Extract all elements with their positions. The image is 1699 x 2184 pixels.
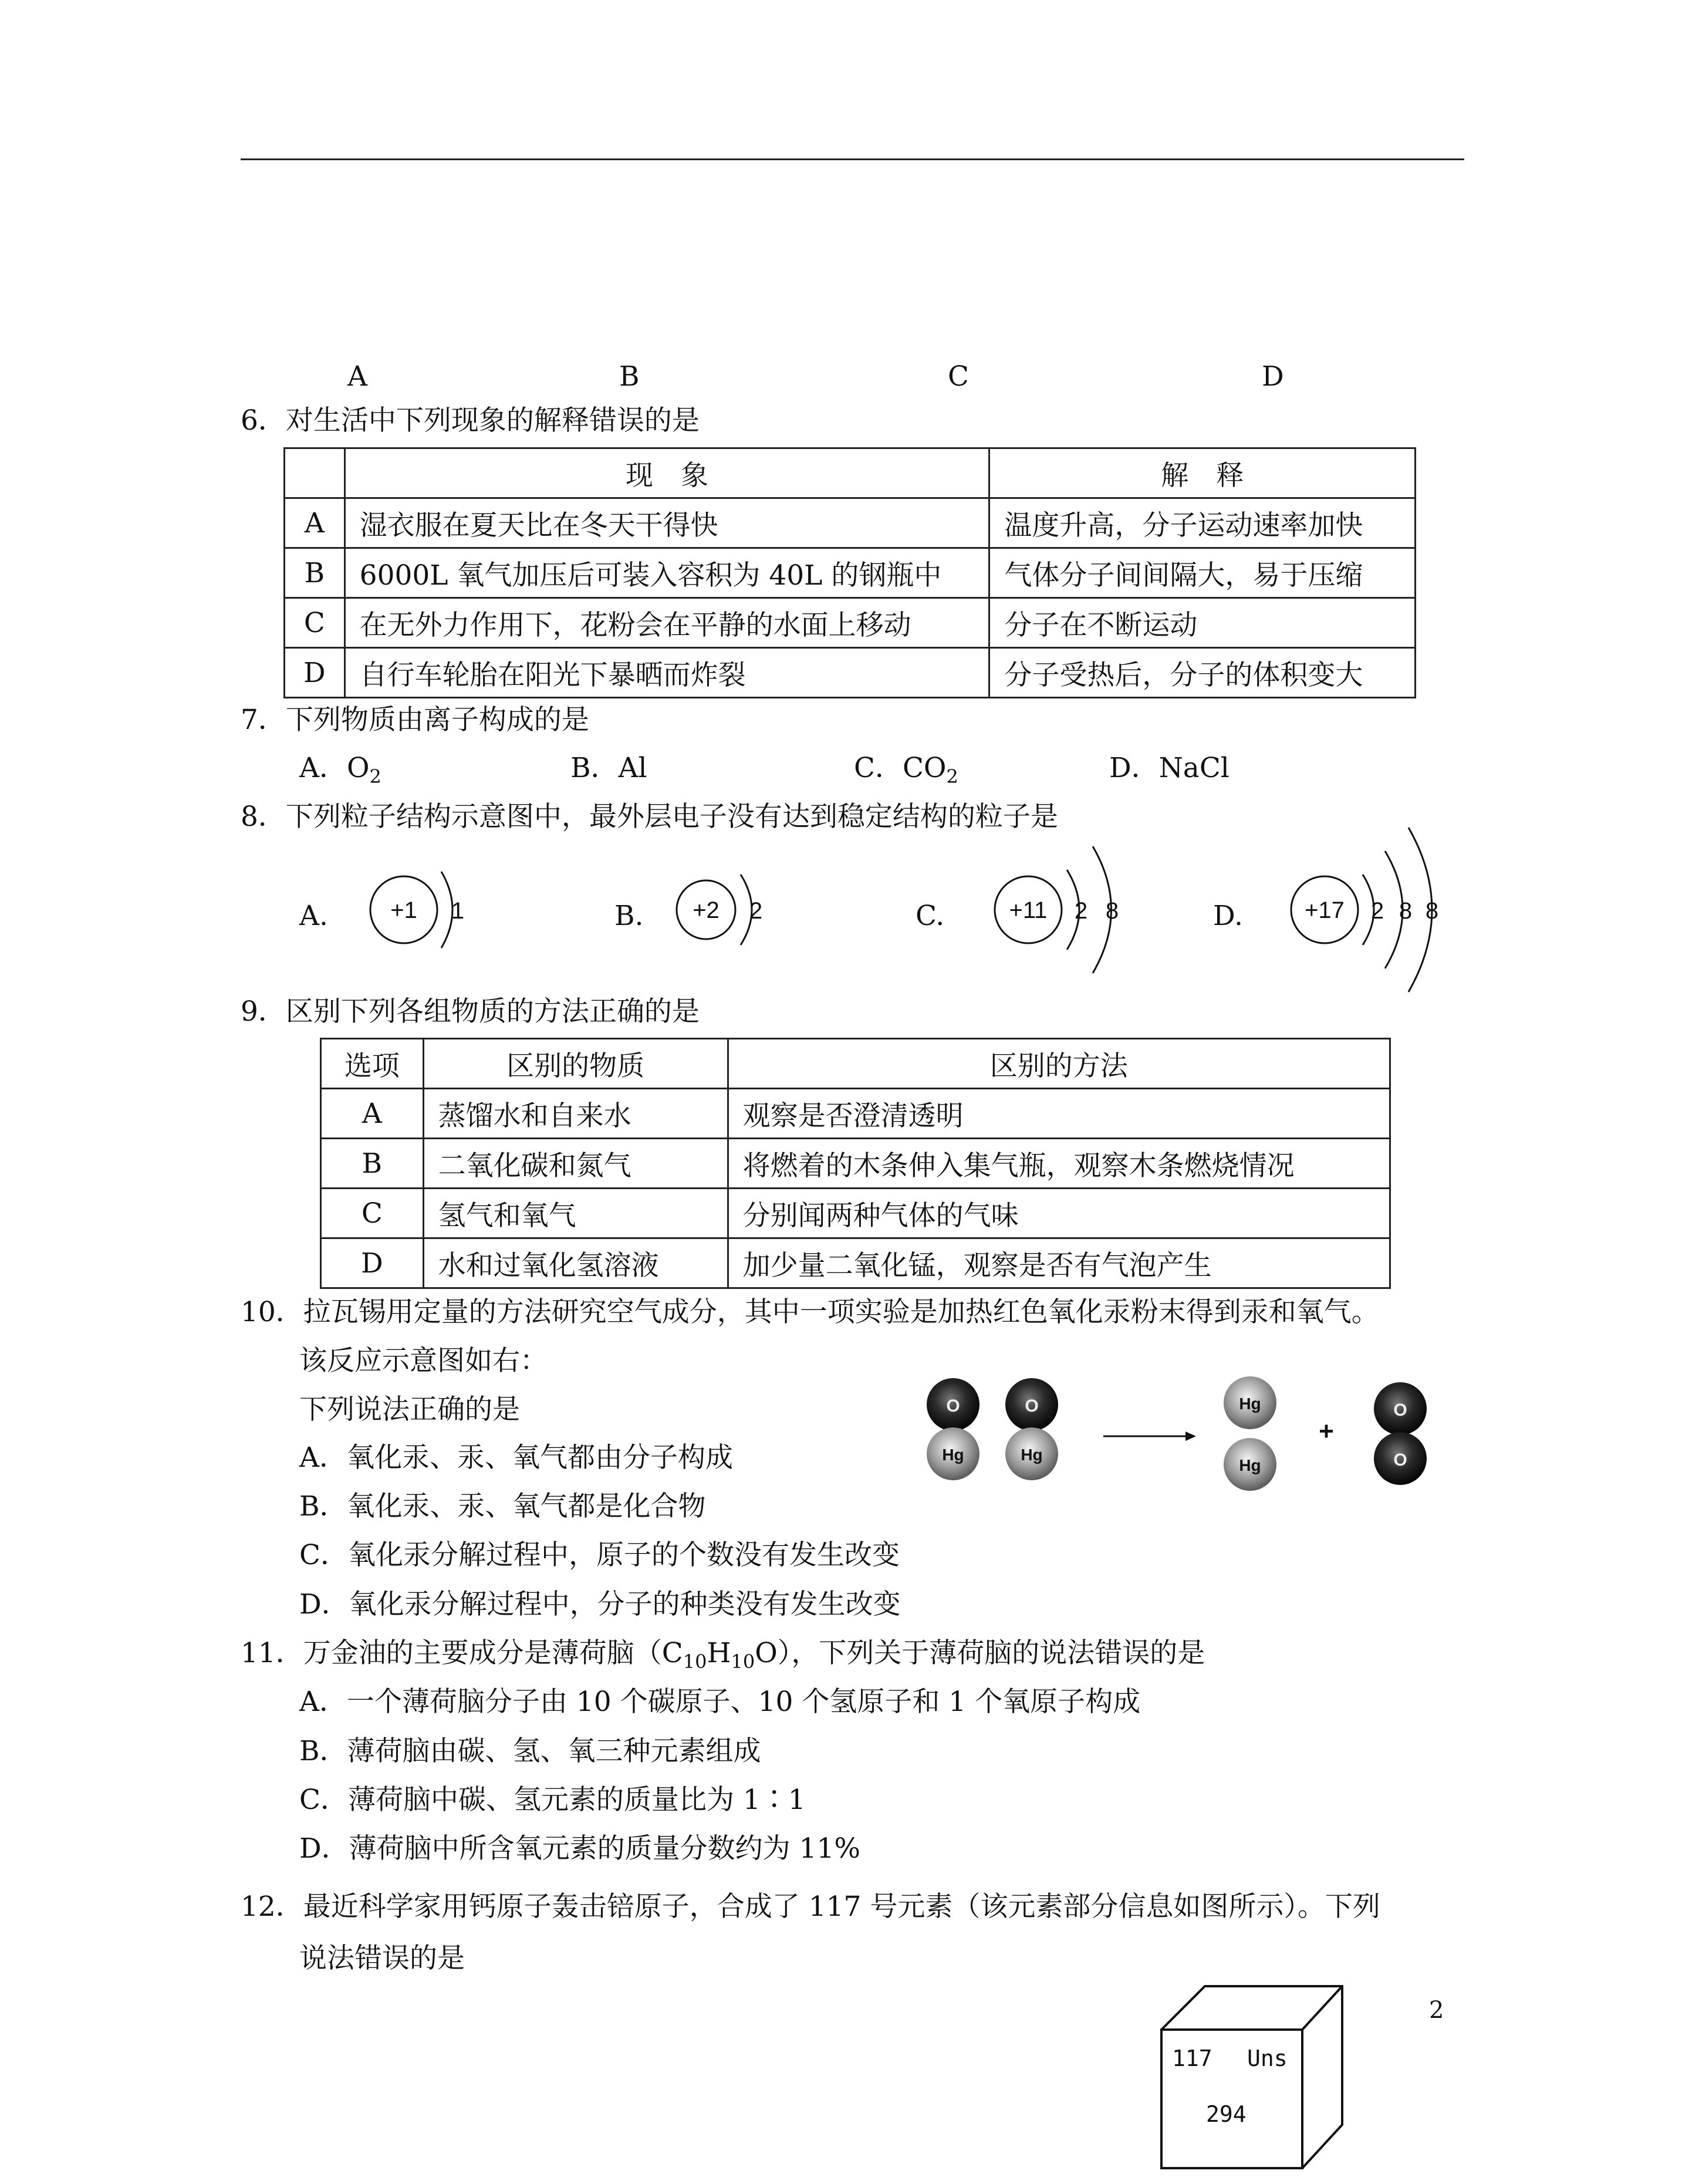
q9-method: 分别闻两种气体的气味 [728,1189,1390,1238]
q6-explanation: 气体分子间间隔大，易于压缩 [989,548,1416,598]
q6-option-label: B [285,548,345,598]
mercury-atom-label: Hg [1239,1456,1261,1474]
prev-figure-label-b: B [619,360,640,393]
page-number: 2 [1429,1997,1444,2024]
q7-option-d: D．NaCl [1109,752,1230,784]
q9-method: 观察是否澄清透明 [728,1089,1390,1139]
atom-a-shell-1: 1 [451,898,465,924]
q10-stem-line3: 下列说法正确的是 [299,1393,520,1426]
table-row [285,648,1416,698]
q8-atom-diagrams [0,810,1699,998]
table-row [321,1139,1390,1189]
header-rule [241,158,1464,160]
mercury-atom-label: Hg [1239,1395,1261,1413]
q6-phenomenon: 自行车轮胎在阳光下暴晒而炸裂 [344,648,989,698]
q6-option-label: A [285,498,345,548]
q9-stem: 9．区别下列各组物质的方法正确的是 [241,995,700,1028]
q7-option-c: C．$CO_2$ [854,752,958,788]
atom-a-nucleus: +1 [390,897,417,923]
q8-option-c-label: C. [916,900,945,932]
q9-substances: 水和过氧化氢溶液 [423,1238,728,1288]
mercury-oxide-molecule-2 [1005,1378,1058,1480]
q6-header-row [285,448,1416,498]
prev-figure-label-a: A [347,360,367,393]
table-row [285,598,1416,648]
q10-reaction-diagram [910,1365,1461,1500]
table-row [321,1089,1390,1139]
q8-stem: 8．下列粒子结构示意图中，最外层电子没有达到稳定结构的粒子是 [241,801,1058,833]
q9-option-label: B [321,1139,424,1189]
atom-structure-b [677,875,762,945]
q6-phenomenon: 湿衣服在夏天比在冬天干得快 [344,498,989,548]
reaction-arrow-icon [1103,1432,1196,1441]
q6-header-phenomenon: 现 象 [344,448,989,498]
atom-d-nucleus: +17 [1305,897,1345,923]
q11-option-d: D．薄荷脑中所含氧元素的质量分数约为 11% [299,1832,861,1865]
element-info-cube [1159,1984,1347,2172]
q8-option-d-label: D. [1213,900,1243,932]
q9-option-label: C [321,1189,424,1238]
q9-option-label: A [321,1089,424,1139]
q11-option-b: B．薄荷脑由碳、氢、氧三种元素组成 [299,1735,761,1767]
oxygen-atom-label: O [1025,1396,1039,1416]
atom-structure-a [370,872,464,948]
mercury-atoms [1224,1376,1276,1491]
q12-stem-line1: 12．最近科学家用钙原子轰击锫原子，合成了 117 号元素（该元素部分信息如图所示）。下列 [241,1891,1380,1923]
atom-d-shell-2: 8 [1399,898,1413,924]
q9-substances: 氢气和氧气 [423,1189,728,1238]
q10-option-a: A．氧化汞、汞、氧气都由分子构成 [299,1442,733,1474]
q6-phenomenon: 在无外力作用下，花粉会在平静的水面上移动 [344,598,989,648]
q11-option-c: C．薄荷脑中碳、氢元素的质量比为 1∶1 [299,1784,806,1816]
table-row [321,1189,1390,1238]
element-atomic-number: 117 [1172,2045,1212,2071]
atom-d-shell-3: 8 [1425,898,1439,924]
mercury-atom-label: Hg [1021,1446,1043,1464]
atom-c-nucleus: +11 [1009,897,1048,923]
oxygen-atom-label: O [1393,1400,1407,1420]
q9-table [320,1038,1391,1289]
q7-stem: 7．下列物质由离子构成的是 [241,704,589,736]
q11-stem: 11．万金油的主要成分是薄荷脑$(C_{10}H_{10}O)$，下列关于薄荷脑的说法错误的是 [241,1637,1205,1673]
q9-header-row [321,1039,1390,1089]
q9-option-label: D [321,1238,424,1288]
q9-header-method: 区别的方法 [728,1039,1390,1089]
q6-table [283,447,1416,698]
q9-header-substances: 区别的物质 [423,1039,728,1089]
q6-phenomenon: 6000L 氧气加压后可装入容积为 40L 的钢瓶中 [344,548,989,598]
q9-method: 加少量二氧化锰，观察是否有气泡产生 [728,1238,1390,1288]
atom-structure-c [995,846,1119,973]
q10-stem-line1: 10．拉瓦锡用定量的方法研究空气成分，其中一项实验是加热红色氧化汞粉末得到汞和氧气。 [241,1296,1379,1328]
oxygen-atom-label: O [946,1396,960,1416]
q6-explanation: 分子在不断运动 [989,598,1416,648]
element-atomic-mass: 294 [1206,2101,1247,2127]
q6-option-label: D [285,648,345,698]
q9-header-option: 选项 [321,1039,424,1089]
q7-option-a: A．$O_2$ [299,752,381,788]
q7-option-b: B．Al [570,752,647,784]
q6-header-blank [285,448,345,498]
atom-structure-d [1291,828,1438,992]
oxygen-atom-label: O [1393,1450,1407,1470]
q12-stem-line2: 说法错误的是 [299,1942,465,1974]
plus-sign: + [1319,1417,1334,1446]
oxygen-molecule [1374,1382,1427,1485]
table-row [285,548,1416,598]
q6-option-label: C [285,598,345,648]
prev-figure-label-c: C [948,360,969,393]
q11-option-a: A．一个薄荷脑分子由 10 个碳原子、10 个氢原子和 1 个氧原子构成 [299,1686,1141,1718]
q9-method: 将燃着的木条伸入集气瓶，观察木条燃烧情况 [728,1139,1390,1189]
element-symbol: Uns [1247,2045,1288,2071]
q10-option-c: C．氧化汞分解过程中，原子的个数没有发生改变 [299,1539,900,1571]
q6-explanation: 分子受热后，分子的体积变大 [989,648,1416,698]
table-row [321,1238,1390,1288]
q8-option-a-label: A. [299,900,328,932]
q8-option-b-label: B. [614,900,644,932]
q10-option-b: B．氧化汞、汞、氧气都是化合物 [299,1490,706,1523]
atom-c-shell-2: 8 [1105,898,1119,924]
q6-stem: 6．对生活中下列现象的解释错误的是 [241,404,700,437]
atom-c-shell-1: 2 [1074,898,1088,924]
q9-substances: 二氧化碳和氮气 [423,1139,728,1189]
atom-b-nucleus: +2 [693,897,720,923]
q6-explanation: 温度升高，分子运动速率加快 [989,498,1416,548]
q10-stem-line2: 该反应示意图如右： [299,1345,548,1377]
atom-b-shell-1: 2 [749,898,763,924]
q6-header-explanation: 解 释 [989,448,1416,498]
prev-figure-label-d: D [1262,360,1284,393]
table-row [285,498,1416,548]
mercury-atom-label: Hg [942,1446,964,1464]
q9-substances: 蒸馏水和自来水 [423,1089,728,1139]
mercury-oxide-molecule-1 [927,1378,979,1480]
q10-option-d: D．氧化汞分解过程中，分子的种类没有发生改变 [299,1588,901,1621]
atom-d-shell-1: 2 [1370,898,1384,924]
